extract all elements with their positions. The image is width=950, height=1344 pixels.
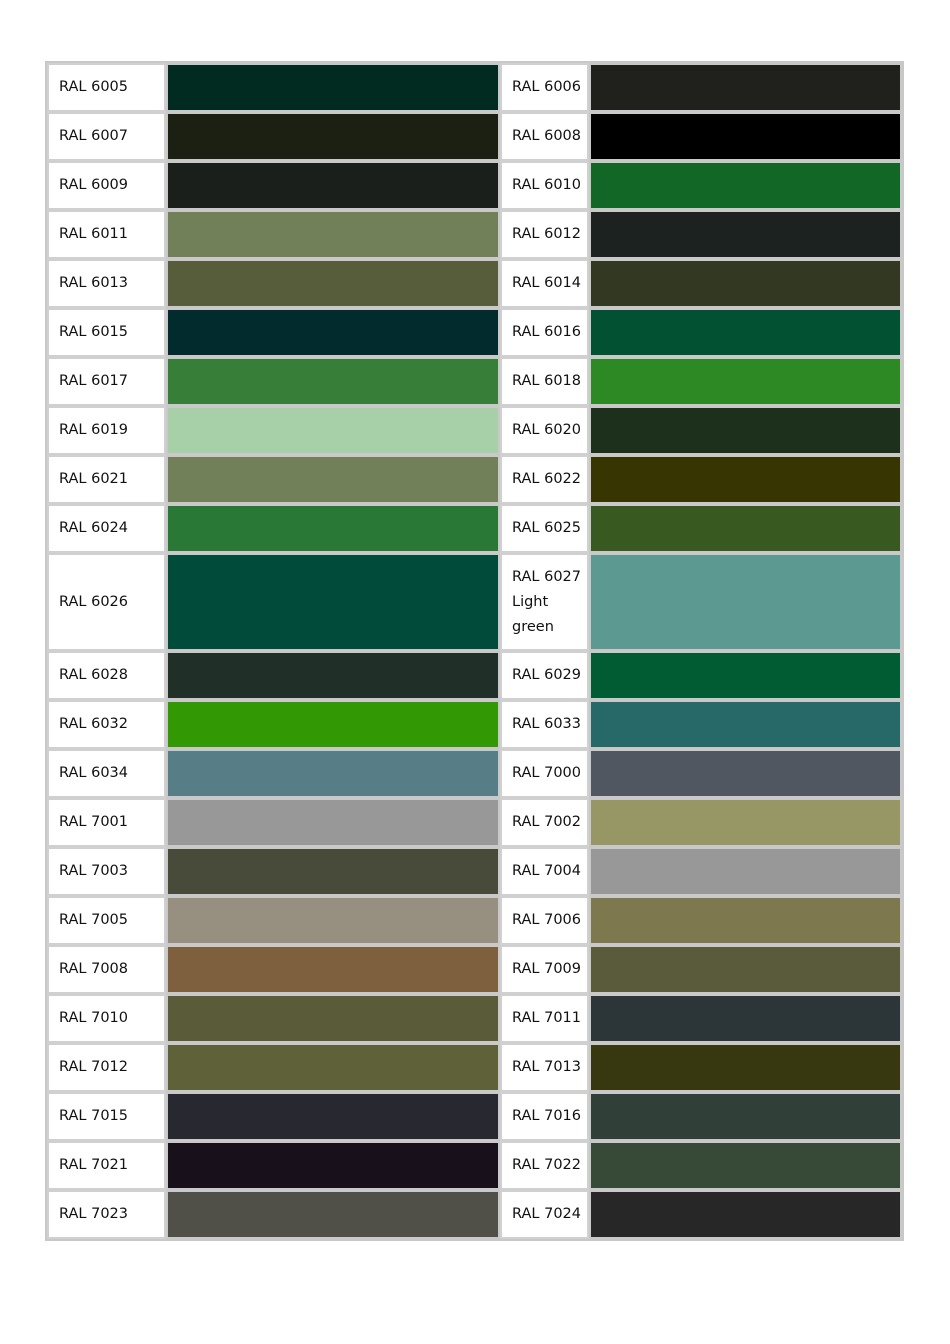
color-swatch — [589, 945, 902, 994]
table-row — [47, 210, 902, 259]
color-swatch — [166, 994, 500, 1043]
color-name-cell: RAL 6011 — [47, 210, 166, 259]
color-name-cell: RAL 7016 — [500, 1092, 589, 1141]
color-swatch — [166, 406, 500, 455]
color-swatch — [166, 210, 500, 259]
color-swatch — [589, 700, 902, 749]
color-swatch — [589, 994, 902, 1043]
color-swatch — [166, 63, 500, 112]
color-swatch — [589, 504, 902, 553]
color-swatch — [166, 651, 500, 700]
color-swatch — [166, 112, 500, 161]
color-swatch — [589, 308, 902, 357]
color-name-cell: RAL 7011 — [500, 994, 589, 1043]
color-name-cell: RAL 6015 — [47, 308, 166, 357]
table-row — [47, 63, 902, 112]
color-name-cell: RAL 6014 — [500, 259, 589, 308]
color-name-cell: RAL 7005 — [47, 896, 166, 945]
color-name-cell: RAL 6012 — [500, 210, 589, 259]
color-name-cell: RAL 7004 — [500, 847, 589, 896]
color-name-cell: RAL 6016 — [500, 308, 589, 357]
color-name-cell: RAL 6008 — [500, 112, 589, 161]
color-swatch — [166, 749, 500, 798]
color-name-cell: RAL 6019 — [47, 406, 166, 455]
color-swatch — [589, 553, 902, 651]
color-swatch — [166, 308, 500, 357]
color-swatch — [589, 259, 902, 308]
color-name-cell: RAL 6013 — [47, 259, 166, 308]
table-row — [47, 1092, 902, 1141]
color-swatch — [166, 455, 500, 504]
color-name-cell: RAL 7010 — [47, 994, 166, 1043]
table-row — [47, 1141, 902, 1190]
color-swatch — [589, 112, 902, 161]
table-row — [47, 357, 902, 406]
color-name-cell: RAL 7006 — [500, 896, 589, 945]
color-name-cell: RAL 6032 — [47, 700, 166, 749]
color-name-cell: RAL 6018 — [500, 357, 589, 406]
table-row — [47, 798, 902, 847]
color-swatch — [166, 357, 500, 406]
color-name-cell: RAL 7023 — [47, 1190, 166, 1239]
table-row — [47, 700, 902, 749]
color-name-cell: RAL 6017 — [47, 357, 166, 406]
color-swatch — [166, 504, 500, 553]
color-swatch — [589, 161, 902, 210]
color-swatch — [589, 357, 902, 406]
color-swatch — [589, 406, 902, 455]
table-row — [47, 504, 902, 553]
color-name-cell: RAL 7009 — [500, 945, 589, 994]
color-swatch — [589, 63, 902, 112]
color-name-cell: RAL 7022 — [500, 1141, 589, 1190]
color-swatch — [166, 896, 500, 945]
table-row — [47, 112, 902, 161]
color-swatch — [589, 1190, 902, 1239]
color-name-cell: RAL 6007 — [47, 112, 166, 161]
color-name-cell: RAL 7008 — [47, 945, 166, 994]
color-swatch — [166, 798, 500, 847]
color-swatch — [589, 210, 902, 259]
table-row — [47, 847, 902, 896]
color-swatch — [589, 749, 902, 798]
color-name-cell: RAL 6027 Light green — [500, 553, 589, 651]
color-swatch — [589, 896, 902, 945]
color-swatch — [166, 1190, 500, 1239]
color-name-cell: RAL 7000 — [500, 749, 589, 798]
color-name-cell: RAL 6021 — [47, 455, 166, 504]
color-swatch — [589, 798, 902, 847]
table-row — [47, 945, 902, 994]
color-name-cell: RAL 6005 — [47, 63, 166, 112]
color-name-cell: RAL 7024 — [500, 1190, 589, 1239]
color-name-cell: RAL 6006 — [500, 63, 589, 112]
color-name-cell: RAL 6022 — [500, 455, 589, 504]
table-row — [47, 455, 902, 504]
color-name-cell: RAL 7015 — [47, 1092, 166, 1141]
color-swatch — [589, 651, 902, 700]
color-swatch — [166, 161, 500, 210]
table-row — [47, 1190, 902, 1239]
color-name-cell: RAL 7021 — [47, 1141, 166, 1190]
table-row — [47, 651, 902, 700]
table-row — [47, 896, 902, 945]
color-swatch — [589, 1141, 902, 1190]
table-row — [47, 259, 902, 308]
color-name-cell: RAL 6033 — [500, 700, 589, 749]
color-swatch — [166, 259, 500, 308]
color-name-cell: RAL 6020 — [500, 406, 589, 455]
color-name-cell: RAL 7012 — [47, 1043, 166, 1092]
color-swatch — [166, 847, 500, 896]
table-row — [47, 308, 902, 357]
color-name-cell: RAL 7003 — [47, 847, 166, 896]
table-row — [47, 161, 902, 210]
color-name-cell: RAL 6026 — [47, 553, 166, 651]
color-name-cell: RAL 6010 — [500, 161, 589, 210]
table-row — [47, 1043, 902, 1092]
color-name-cell: RAL 7001 — [47, 798, 166, 847]
color-name-cell: RAL 6009 — [47, 161, 166, 210]
color-swatch — [166, 553, 500, 651]
table-row — [47, 749, 902, 798]
table-row — [47, 553, 902, 651]
color-name-cell: RAL 7013 — [500, 1043, 589, 1092]
color-name-cell: RAL 6025 — [500, 504, 589, 553]
color-swatch — [166, 1141, 500, 1190]
table-row — [47, 994, 902, 1043]
color-name-cell: RAL 6028 — [47, 651, 166, 700]
ral-color-table — [45, 61, 904, 1241]
color-swatch — [166, 945, 500, 994]
table-row — [47, 406, 902, 455]
color-swatch — [589, 455, 902, 504]
color-swatch — [589, 1043, 902, 1092]
color-swatch — [589, 847, 902, 896]
color-name-cell: RAL 7002 — [500, 798, 589, 847]
color-name-cell: RAL 6024 — [47, 504, 166, 553]
color-name-cell: RAL 6034 — [47, 749, 166, 798]
color-name-cell: RAL 6029 — [500, 651, 589, 700]
color-swatch — [166, 700, 500, 749]
color-swatch — [166, 1043, 500, 1092]
color-swatch — [589, 1092, 902, 1141]
color-swatch — [166, 1092, 500, 1141]
